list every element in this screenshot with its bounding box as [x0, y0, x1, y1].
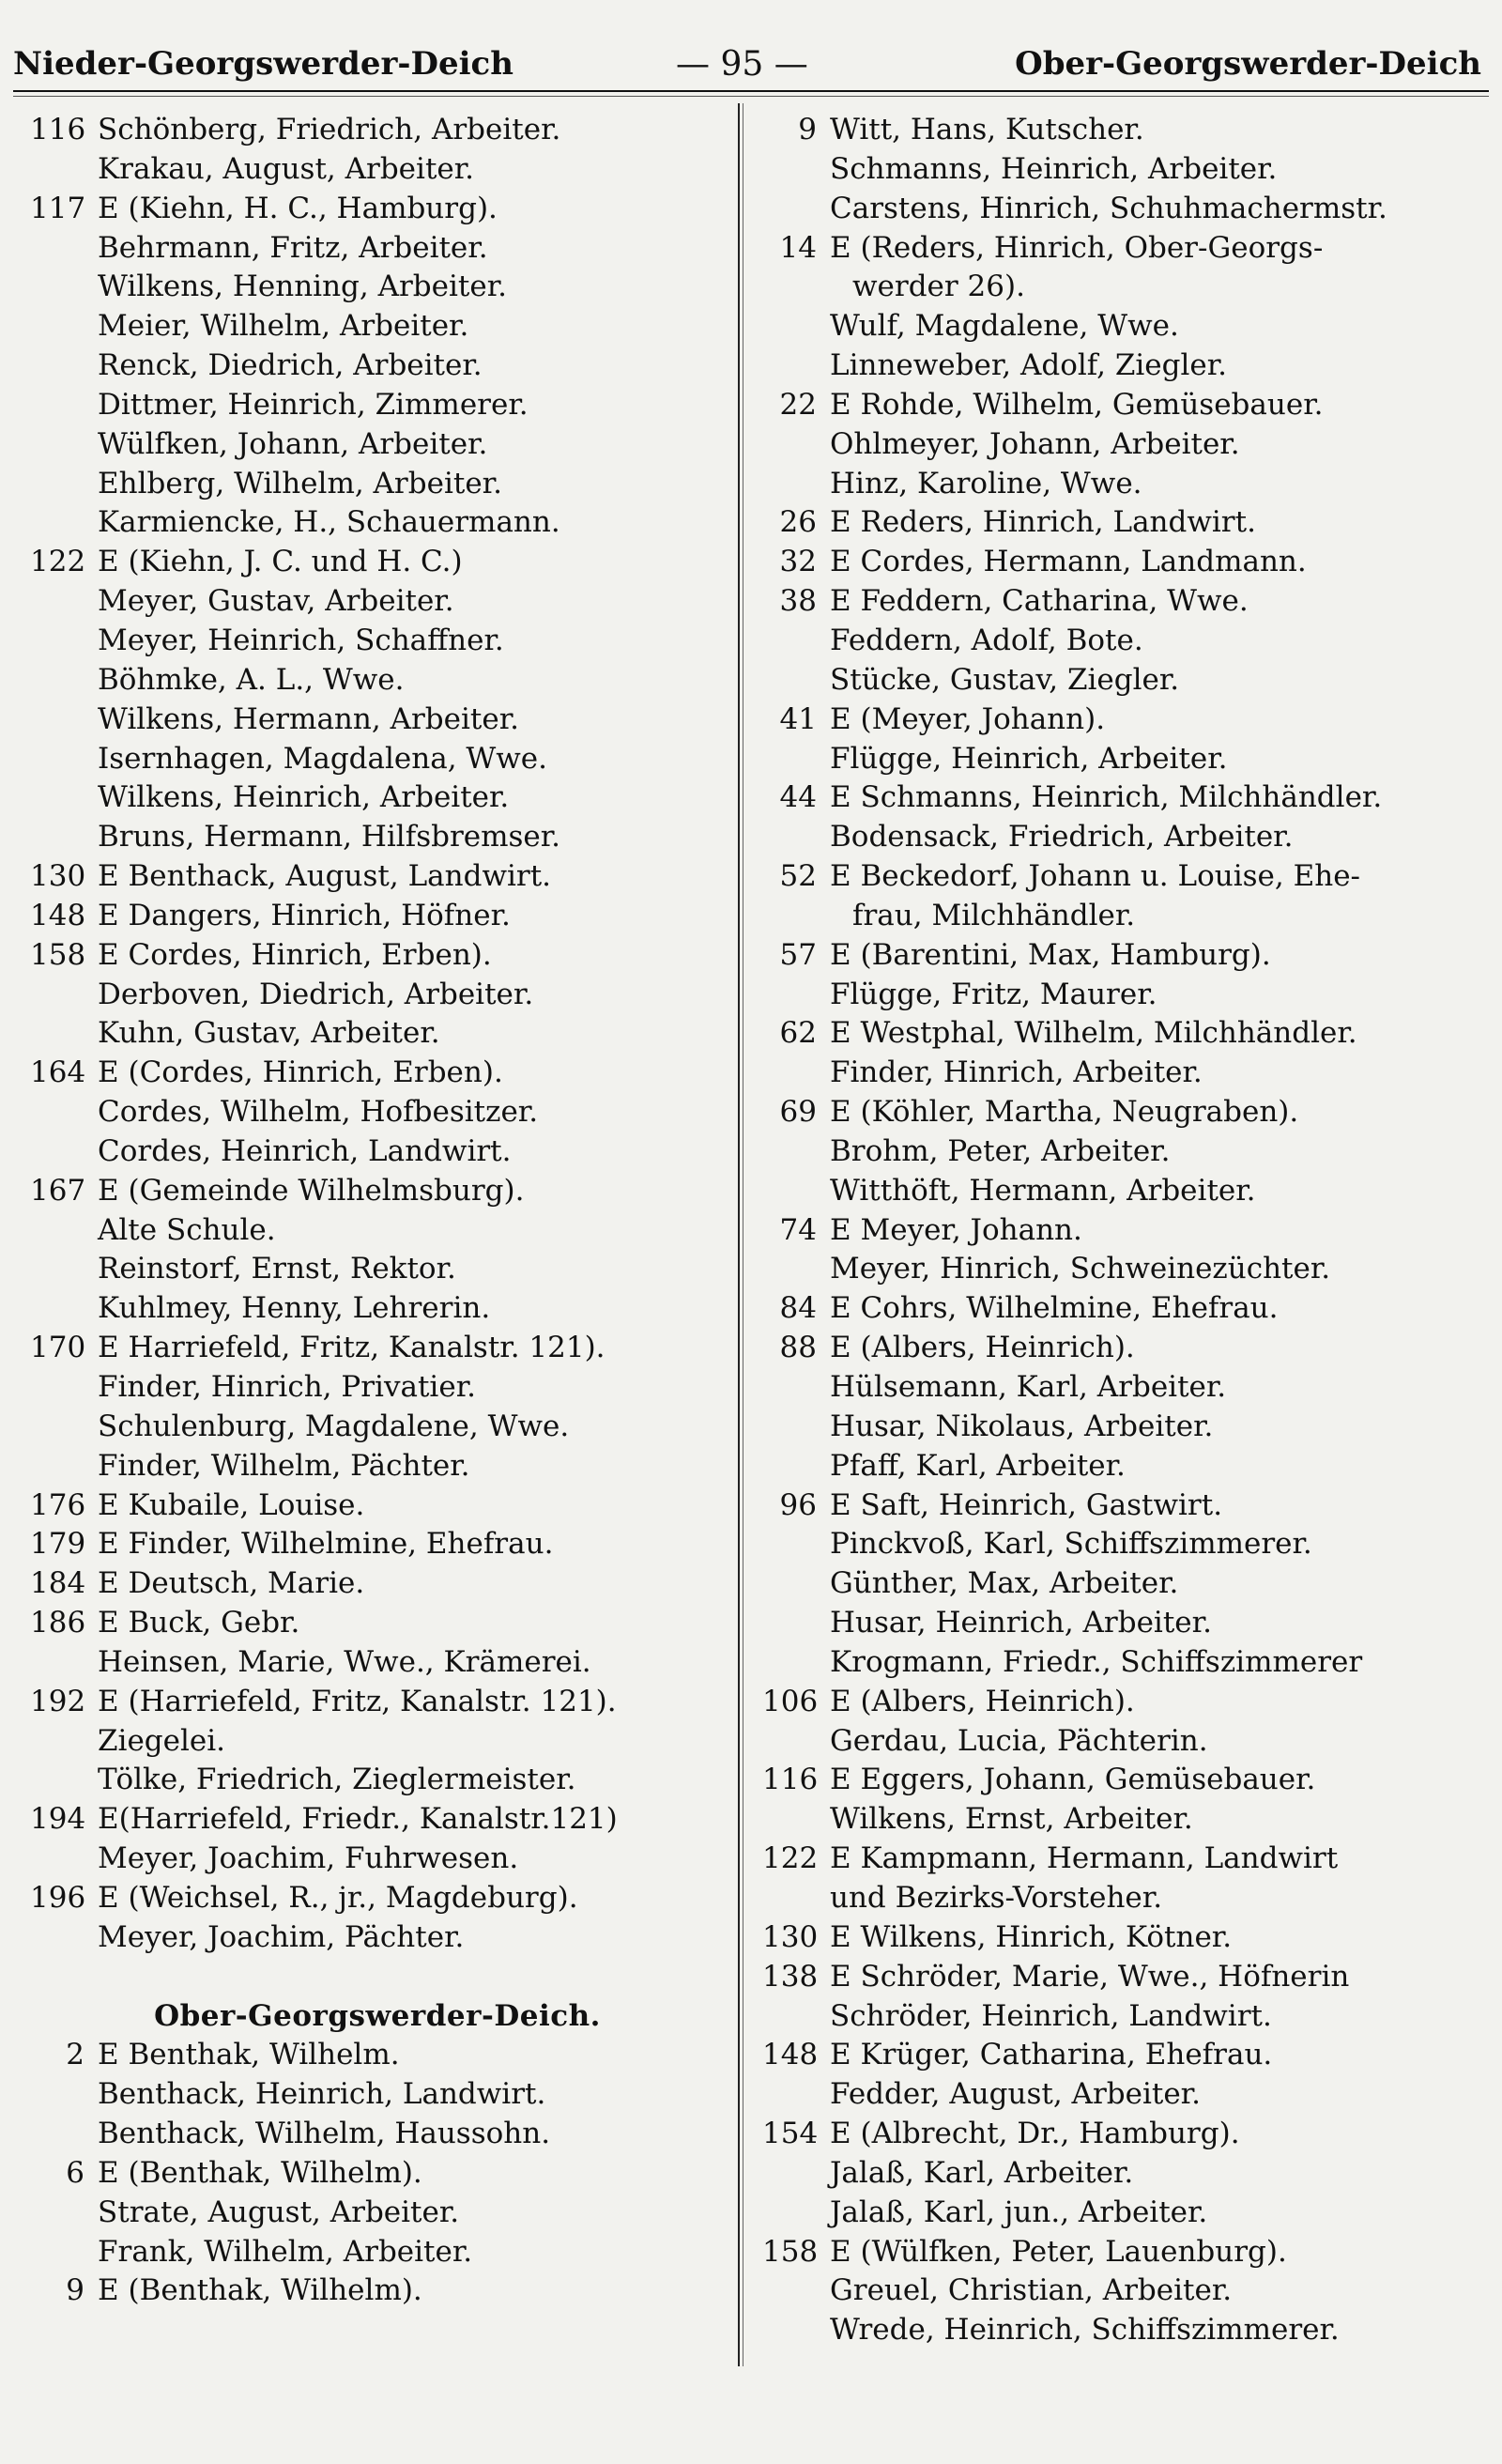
entry-text: Meier, Wilhelm, Arbeiter.: [98, 309, 469, 344]
house-number: 184: [30, 1566, 86, 1601]
entry-text: E (Meyer, Johann).: [830, 701, 1106, 736]
entry-text: Wilkens, Henning, Arbeiter.: [98, 270, 507, 304]
entry-text: Stücke, Gustav, Ziegler.: [830, 662, 1180, 697]
directory-entry: [30, 2194, 725, 2233]
entry-text: Finder, Wilhelm, Pächter.: [98, 1448, 470, 1483]
entry-text: Bodensack, Friedrich, Arbeiter.: [830, 820, 1294, 855]
entry-text: E (Gemeinde Wilhelmsburg).: [98, 1173, 525, 1208]
entry-text: Wülfken, Johann, Arbeiter.: [98, 426, 488, 461]
directory-entry: [30, 2154, 725, 2194]
house-number: 96: [779, 1487, 817, 1522]
directory-entry: [762, 2075, 1494, 2115]
entry-text: Finder, Hinrich, Privatier.: [98, 1370, 476, 1404]
house-number: 176: [30, 1487, 86, 1522]
entry-text: Pfaff, Karl, Arbeiter.: [830, 1448, 1126, 1483]
entry-text: Tölke, Friedrich, Zieglermeister.: [98, 1763, 576, 1797]
left-column: [30, 111, 725, 2311]
entry-text: Meyer, Joachim, Pächter.: [98, 1919, 465, 1954]
entry-text: Schröder, Heinrich, Landwirt.: [830, 1998, 1272, 2033]
directory-entry: [762, 582, 1494, 622]
entry-text: frau, Milchhändler.: [852, 898, 1136, 932]
entry-text: Ohlmeyer, Johann, Arbeiter.: [830, 426, 1240, 461]
directory-entry: [30, 425, 725, 465]
section-heading: Ober-Georgswerder-Deich.: [154, 1998, 601, 2033]
directory-entry: [30, 346, 725, 386]
entry-text: Schönberg, Friedrich, Arbeiter.: [98, 113, 561, 146]
entry-text: E Schmanns, Heinrich, Milchhändler.: [830, 780, 1383, 815]
directory-entry: [762, 229, 1494, 269]
entry-text: Wulf, Magdalene, Wwe.: [830, 309, 1179, 344]
right-column: [762, 111, 1494, 2350]
directory-entry: [762, 1958, 1494, 1997]
entry-text: E (Benthak, Wilhelm).: [98, 2273, 422, 2308]
directory-entry: [30, 1014, 725, 1054]
entry-text: E (Albers, Heinrich).: [830, 1331, 1135, 1365]
entry-text: E (Reders, Hinrich, Ober-Georgs-: [830, 230, 1324, 265]
entry-text: E Harriefeld, Fritz, Kanalstr. 121).: [98, 1331, 605, 1365]
entry-text: E Dangers, Hinrich, Höfner.: [98, 898, 511, 932]
directory-entry: [30, 1093, 725, 1132]
entry-text: E Feddern, Catharina, Wwe.: [830, 584, 1249, 619]
entry-text: Heinsen, Marie, Wwe., Krämerei.: [98, 1644, 591, 1679]
directory-entry: [30, 543, 725, 582]
directory-entry: [30, 1211, 725, 1251]
entry-text: E Cordes, Hermann, Landmann.: [830, 545, 1307, 579]
house-number: 122: [30, 545, 86, 579]
directory-entry: [762, 2154, 1494, 2194]
directory-entry: [762, 1289, 1494, 1329]
entry-text: E Deutsch, Marie.: [98, 1566, 365, 1601]
directory-entry: [30, 857, 725, 897]
running-head-left: Nieder-Georgswerder-Deich: [13, 45, 513, 83]
directory-entry: [762, 307, 1494, 346]
directory-entry: [762, 818, 1494, 857]
house-number: 9: [798, 113, 817, 146]
directory-entry: [30, 465, 725, 504]
house-number: 130: [30, 859, 86, 894]
directory-entry: [762, 1211, 1494, 1251]
entry-text: Frank, Wilhelm, Arbeiter.: [98, 2234, 473, 2269]
directory-entry: [762, 2272, 1494, 2311]
directory-entry: [30, 1368, 725, 1408]
directory-entry: [30, 1761, 725, 1800]
directory-entry: [762, 2036, 1494, 2075]
entry-text: Schulenburg, Magdalene, Wwe.: [98, 1409, 570, 1443]
directory-entry: [762, 2233, 1494, 2272]
page-number: — 95 —: [676, 45, 808, 84]
entry-text: Jalaß, Karl, Arbeiter.: [830, 2155, 1134, 2190]
directory-entry: [30, 386, 725, 425]
house-number: 106: [762, 1684, 819, 1718]
house-number: 2: [66, 2038, 84, 2072]
running-head-right: Ober-Georgswerder-Deich: [1015, 45, 1481, 83]
directory-entry: [30, 307, 725, 346]
entry-text: Böhmke, A. L., Wwe.: [98, 662, 405, 697]
directory-entry: [762, 936, 1494, 976]
house-number: 38: [779, 584, 817, 619]
directory-entry: [762, 503, 1494, 543]
directory-entry: [30, 2115, 725, 2154]
directory-entry: [762, 2194, 1494, 2233]
directory-entry: [762, 1486, 1494, 1526]
entry-text: Flügge, Heinrich, Arbeiter.: [830, 741, 1228, 776]
house-number: 44: [779, 780, 817, 815]
directory-entry: [762, 1329, 1494, 1368]
entry-text: Bruns, Hermann, Hilfsbremser.: [98, 820, 561, 855]
house-number: 194: [30, 1802, 86, 1837]
entry-text: E (Albrecht, Dr., Hamburg).: [830, 2117, 1240, 2151]
house-number: 154: [762, 2117, 819, 2151]
directory-entry: [762, 1879, 1494, 1918]
house-number: 26: [779, 505, 817, 540]
entry-text: Witt, Hans, Kutscher.: [830, 113, 1144, 146]
directory-entry: [30, 1172, 725, 1211]
directory-entry: [762, 425, 1494, 465]
directory-entry: [30, 936, 725, 976]
directory-entry: [762, 1054, 1494, 1093]
entry-text: E Wilkens, Hinrich, Kötner.: [830, 1919, 1233, 1954]
entry-text: Finder, Hinrich, Arbeiter.: [830, 1055, 1203, 1090]
entry-text: Karmiencke, H., Schauermann.: [98, 505, 560, 540]
directory-entry: [762, 346, 1494, 386]
entry-text: E Saft, Heinrich, Gastwirt.: [830, 1487, 1223, 1522]
entry-text: Cordes, Heinrich, Landwirt.: [98, 1133, 512, 1168]
entry-text: Wrede, Heinrich, Schiffszimmerer.: [830, 2313, 1340, 2348]
entry-text: E Schröder, Marie, Wwe., Höfnerin: [830, 1959, 1350, 1994]
directory-entry: [762, 465, 1494, 504]
entry-text: Witthöft, Hermann, Arbeiter.: [830, 1173, 1256, 1208]
entry-text: Wilkens, Hermann, Arbeiter.: [98, 701, 519, 736]
entry-text: Meyer, Gustav, Arbeiter.: [98, 584, 454, 619]
entry-text: Reinstorf, Ernst, Rektor.: [98, 1252, 456, 1286]
entry-text: Carstens, Hinrich, Schuhmachermstr.: [830, 191, 1387, 225]
entry-text: Kuhlmey, Henny, Lehrerin.: [98, 1291, 491, 1326]
directory-entry: [762, 1447, 1494, 1486]
directory-entry: [30, 1289, 725, 1329]
house-number: 14: [779, 230, 817, 265]
house-number: 158: [30, 937, 86, 972]
entry-text: Alte Schule.: [98, 1212, 276, 1247]
directory-entry: [762, 1800, 1494, 1840]
directory-entry: [30, 1447, 725, 1486]
entry-text: E Benthack, August, Landwirt.: [98, 859, 552, 894]
entry-text: Fedder, August, Arbeiter.: [830, 2077, 1201, 2112]
directory-entry: [762, 2311, 1494, 2350]
directory-entry: [30, 1525, 725, 1564]
directory-entry: [762, 190, 1494, 229]
entry-text: Cordes, Wilhelm, Hofbesitzer.: [98, 1095, 539, 1130]
entry-text: Benthack, Heinrich, Landwirt.: [98, 2077, 546, 2112]
directory-entry: [762, 1997, 1494, 2037]
directory-entry: [30, 2075, 725, 2115]
house-number: 57: [779, 937, 817, 972]
directory-entry: [762, 1093, 1494, 1132]
header-rule: [13, 90, 1489, 92]
entry-text: E (Wülfken, Peter, Lauenburg).: [830, 2234, 1287, 2269]
directory-entry: [762, 1368, 1494, 1408]
entry-text: und Bezirks-Vorsteher.: [830, 1880, 1163, 1915]
directory-entry: [30, 778, 725, 818]
entry-text: E (Köhler, Martha, Neugraben).: [830, 1095, 1299, 1130]
entry-text: Hinz, Karoline, Wwe.: [830, 466, 1142, 500]
entry-text: Pinckvoß, Karl, Schiffszimmerer.: [830, 1527, 1312, 1562]
entry-text: Ehlberg, Wilhelm, Arbeiter.: [98, 466, 502, 500]
entry-text: E Krüger, Catharina, Ehefrau.: [830, 2038, 1273, 2072]
house-number: 117: [30, 191, 86, 225]
directory-entry: [762, 1918, 1494, 1958]
house-number: 186: [30, 1606, 86, 1640]
entry-text: Linneweber, Adolf, Ziegler.: [830, 348, 1228, 383]
house-number: 62: [779, 1016, 817, 1051]
directory-entry: [30, 1722, 725, 1762]
entry-text: E (Barentini, Max, Hamburg).: [830, 937, 1271, 972]
entry-text: Gerdau, Lucia, Pächterin.: [830, 1723, 1208, 1758]
directory-entry: [30, 268, 725, 307]
directory-entry: [762, 857, 1494, 897]
entry-text: E Buck, Gebr.: [98, 1606, 300, 1640]
entry-text: E Beckedorf, Johann u. Louise, Ehe-: [830, 859, 1361, 894]
entry-text: Hülsemann, Karl, Arbeiter.: [830, 1370, 1227, 1404]
directory-entry: [762, 897, 1494, 936]
entry-text: E Westphal, Wilhelm, Milchhändler.: [830, 1016, 1357, 1051]
entry-text: E (Albers, Heinrich).: [830, 1684, 1135, 1718]
entry-text: Benthack, Wilhelm, Haussohn.: [98, 2117, 551, 2151]
entry-text: E (Harriefeld, Fritz, Kanalstr. 121).: [98, 1684, 617, 1718]
house-number: 196: [30, 1880, 86, 1915]
directory-entry: [762, 1683, 1494, 1722]
entry-text: Ziegelei.: [98, 1723, 226, 1758]
directory-entry: [30, 1408, 725, 1447]
entry-text: Greuel, Christian, Arbeiter.: [830, 2273, 1233, 2308]
house-number: 41: [779, 701, 817, 736]
house-number: 74: [779, 1212, 817, 1247]
directory-entry: [762, 2115, 1494, 2154]
directory-entry: [762, 1250, 1494, 1289]
entry-text: Renck, Diedrich, Arbeiter.: [98, 348, 483, 383]
directory-entry: [30, 2036, 725, 2075]
header-rule-thin: [13, 96, 1489, 97]
house-number: 130: [762, 1919, 819, 1954]
directory-entry: [762, 1014, 1494, 1054]
entry-text: Kuhn, Gustav, Arbeiter.: [98, 1016, 440, 1051]
directory-entry: [30, 1840, 725, 1879]
section-spacer: [30, 1958, 725, 1997]
house-number: 158: [762, 2234, 819, 2269]
house-number: 69: [779, 1095, 817, 1130]
entry-text: E Benthak, Wilhelm.: [98, 2038, 400, 2072]
directory-entry: [762, 543, 1494, 582]
house-number: 84: [779, 1291, 817, 1326]
directory-entry: [762, 1408, 1494, 1447]
house-number: 170: [30, 1331, 86, 1365]
directory-entry: [30, 229, 725, 269]
entry-text: E (Kiehn, H. C., Hamburg).: [98, 191, 498, 225]
entry-text: Meyer, Heinrich, Schaffner.: [98, 623, 504, 657]
entry-text: E Cordes, Hinrich, Erben).: [98, 937, 492, 972]
directory-entry: [30, 622, 725, 661]
entry-text: Husar, Heinrich, Arbeiter.: [830, 1606, 1212, 1640]
directory-entry: [762, 1840, 1494, 1879]
directory-entry: [30, 150, 725, 190]
house-number: 192: [30, 1684, 86, 1718]
directory-entry: [30, 1054, 725, 1093]
directory-entry: [762, 1172, 1494, 1211]
directory-entry: [762, 1132, 1494, 1172]
entry-text: E Rohde, Wilhelm, Gemüsebauer.: [830, 387, 1324, 422]
entry-text: Feddern, Adolf, Bote.: [830, 623, 1143, 657]
entry-text: Krakau, August, Arbeiter.: [98, 151, 475, 186]
entry-text: E Finder, Wilhelmine, Ehefrau.: [98, 1527, 554, 1562]
entry-text: Behrmann, Fritz, Arbeiter.: [98, 230, 488, 265]
entry-text: E Kubaile, Louise.: [98, 1487, 365, 1522]
directory-entry: [762, 976, 1494, 1015]
house-number: 167: [30, 1173, 86, 1208]
entry-text: Jalaß, Karl, jun., Arbeiter.: [830, 2194, 1208, 2229]
house-number: 164: [30, 1055, 86, 1090]
house-number: 6: [66, 2155, 84, 2190]
house-number: 88: [779, 1331, 817, 1365]
entry-text: Brohm, Peter, Arbeiter.: [830, 1133, 1171, 1168]
directory-entry: [30, 701, 725, 740]
entry-text: E (Weichsel, R., jr., Magdeburg).: [98, 1880, 578, 1915]
entry-text: E Cohrs, Wilhelmine, Ehefrau.: [830, 1291, 1279, 1326]
directory-entry: [762, 622, 1494, 661]
house-number: 9: [66, 2273, 84, 2308]
entry-text: Schmanns, Heinrich, Arbeiter.: [830, 151, 1278, 186]
house-number: 32: [779, 545, 817, 579]
directory-entry: [762, 111, 1494, 150]
directory-entry: [30, 1329, 725, 1368]
directory-entry: [30, 1604, 725, 1643]
entry-text: E Meyer, Johann.: [830, 1212, 1082, 1247]
directory-entry: [762, 1604, 1494, 1643]
house-number: 148: [30, 898, 86, 932]
directory-entry: [30, 1564, 725, 1604]
directory-entry: [30, 2272, 725, 2311]
directory-entry: [30, 1683, 725, 1722]
directory-entry: [30, 582, 725, 622]
directory-entry: [30, 1800, 725, 1840]
entry-text: Strate, August, Arbeiter.: [98, 2194, 460, 2229]
house-number: 52: [779, 859, 817, 894]
column-divider: [738, 103, 740, 2366]
entry-text: Günther, Max, Arbeiter.: [830, 1566, 1179, 1601]
directory-entry: [762, 701, 1494, 740]
directory-entry: [30, 740, 725, 779]
directory-entry: [30, 190, 725, 229]
directory-entry: [762, 1643, 1494, 1683]
entry-text: werder 26).: [852, 270, 1025, 304]
house-number: 122: [762, 1841, 819, 1876]
directory-entry: [762, 778, 1494, 818]
entry-text: Krogmann, Friedr., Schiffszimmerer: [830, 1644, 1363, 1679]
house-number: 148: [762, 2038, 819, 2072]
directory-entry: [30, 1486, 725, 1526]
entry-text: E (Kiehn, J. C. und H. C.): [98, 545, 463, 579]
entry-text: Wilkens, Heinrich, Arbeiter.: [98, 780, 510, 815]
directory-entry: [30, 1879, 725, 1918]
directory-entry: [30, 1643, 725, 1683]
directory-entry: [762, 1525, 1494, 1564]
entry-text: Flügge, Fritz, Maurer.: [830, 977, 1157, 1011]
entry-text: Wilkens, Ernst, Arbeiter.: [830, 1802, 1193, 1837]
directory-entry: [762, 386, 1494, 425]
directory-entry: [30, 1918, 725, 1958]
entry-text: Meyer, Joachim, Fuhrwesen.: [98, 1841, 519, 1876]
directory-entry: [762, 740, 1494, 779]
entry-text: E (Cordes, Hinrich, Erben).: [98, 1055, 503, 1090]
directory-entry: [762, 268, 1494, 307]
entry-text: Dittmer, Heinrich, Zimmerer.: [98, 387, 529, 422]
directory-entry: [762, 1722, 1494, 1762]
entry-text: Derboven, Diedrich, Arbeiter.: [98, 977, 534, 1011]
house-number: 116: [762, 1763, 819, 1797]
entry-text: Husar, Nikolaus, Arbeiter.: [830, 1409, 1214, 1443]
entry-text: Meyer, Hinrich, Schweinezüchter.: [830, 1252, 1331, 1286]
directory-entry: [30, 111, 725, 150]
directory-entry: [30, 2233, 725, 2272]
entry-text: E Eggers, Johann, Gemüsebauer.: [830, 1763, 1316, 1797]
directory-entry: [30, 1250, 725, 1289]
entry-text: E Kampmann, Hermann, Landwirt: [830, 1841, 1339, 1876]
house-number: 179: [30, 1527, 86, 1562]
house-number: 116: [30, 113, 86, 146]
directory-entry: [30, 897, 725, 936]
directory-entry: [30, 1132, 725, 1172]
directory-entry: [762, 150, 1494, 190]
house-number: 138: [762, 1959, 819, 1994]
entry-text: E Reders, Hinrich, Landwirt.: [830, 505, 1256, 540]
entry-text: E (Benthak, Wilhelm).: [98, 2155, 422, 2190]
entry-text: Isernhagen, Magdalena, Wwe.: [98, 741, 548, 776]
directory-entry: [30, 503, 725, 543]
directory-entry: [762, 661, 1494, 701]
directory-entry: [30, 661, 725, 701]
house-number: 22: [779, 387, 817, 422]
directory-entry: [30, 818, 725, 857]
directory-entry: [762, 1564, 1494, 1604]
entry-text: E(Harriefeld, Friedr., Kanalstr.121): [98, 1802, 618, 1837]
directory-entry: [30, 976, 725, 1015]
directory-entry: [762, 1761, 1494, 1800]
